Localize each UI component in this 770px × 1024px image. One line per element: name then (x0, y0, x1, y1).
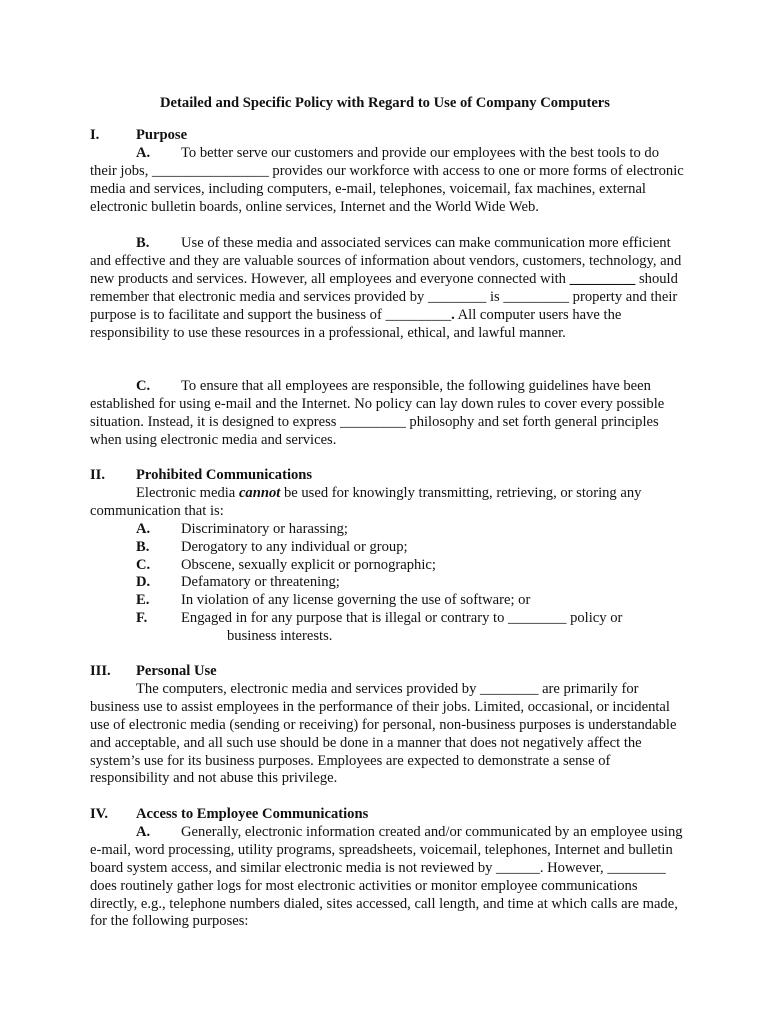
paragraph-1a (90, 145, 686, 217)
paragraph-label: A. (136, 144, 151, 161)
paragraph-label: A. (136, 823, 151, 840)
paragraph-4a (90, 824, 686, 931)
section-purpose (90, 127, 686, 217)
list-item-continuation: business interests. (227, 628, 333, 645)
paragraph-label: B. (136, 235, 150, 251)
section-title: Access to Employee Communications (136, 806, 369, 822)
section-number: II. (90, 467, 106, 483)
section-intro: Electronic media cannot be used for knowingly transmitting, retrieving, or storing any communication that is: (90, 484, 642, 519)
section-heading (90, 127, 686, 145)
section-heading (90, 663, 686, 681)
section-access-to-employee-communications (90, 806, 686, 931)
paragraph-1b (90, 235, 686, 342)
section-number: III. (90, 663, 111, 679)
section-number: IV. (90, 806, 108, 822)
section-title: Purpose (136, 127, 188, 143)
paragraph-label: C. (136, 378, 151, 394)
bold-period: . (451, 306, 455, 323)
section-number: I. (90, 127, 100, 143)
list-item: C. Obscene, sexually explicit or pornographic; (136, 556, 436, 573)
paragraph-text: All computer users have the responsibility to use these resources in a professional, ethical, and lawful manner. (90, 306, 622, 341)
section-heading (90, 806, 686, 824)
paragraph-text: To ensure that all employees are responsible, the following guidelines have been established for using e-mail and the Internet. No policy can lay down rules to cover every possible situation. Instead, it is designed to express _________ philosophy and set forth general principles when using electronic media and services. (90, 378, 665, 448)
list-item: D. Defamatory or threatening; (136, 574, 340, 591)
document-title: Detailed and Specific Policy with Regard to Use of Company Computers (160, 95, 610, 111)
list-item: E. In violation of any license governing the use of software; or (136, 592, 531, 609)
list-item: A. Discriminatory or harassing; (136, 520, 348, 537)
paragraph-text: The computers, electronic media and services provided by ________ are primarily for business use to assist employees in the performance of their jobs. Limited, occasional, or incidental use of electronic media (sending or receiving) for personal, non-business purposes is understandable and acceptable, and all such use should be done in a manner that does not negatively affect the system’s use for its business purposes. Employees are expected to demonstrate a sense of responsibility and not abuse this privilege. (90, 680, 677, 787)
paragraph-text: Generally, electronic information created and/or communicated by an employee using e-mail, word processing, utility programs, spreadsheets, voicemail, telephones, Internet and bulletin board system access, and similar electronic media is not reviewed by ______. However, ________ does routinely gather logs for most electronic activities or monitor employee communications directly, e.g., telephone numbers dialed, sites accessed, call length, and time at which calls are made, for the following purposes: (90, 823, 683, 930)
section-prohibited-communications (90, 467, 686, 646)
section-title: Personal Use (136, 663, 217, 679)
section-heading (90, 467, 686, 485)
paragraph-text: Use of these media and associated services can make communication more efficient and effective and they are valuable sources of information about vendors, customers, technology, and new products and services. However, all employees and everyone connected with (90, 235, 682, 287)
list-item: B. Derogatory to any individual or group; (136, 538, 408, 555)
section-title: Prohibited Communications (136, 467, 313, 483)
paragraph-text: To better serve our customers and provide our employees with the best tools to do their jobs, ________________ provides our workforce with access to one or more forms of electronic media and services, including computers, e-mail, telephones, voicemail, fax machines, external electronic bulletin boards, online services, Internet and the World Wide Web. (90, 144, 684, 215)
emphasis-cannot: cannot (238, 484, 281, 501)
paragraph-1c (90, 378, 686, 450)
blank-field: _________ (569, 270, 636, 287)
list-item: F. Engaged in for any purpose that is illegal or contrary to ________ policy or business interests. (90, 610, 686, 646)
paragraph-text: should remember that electronic media and services provided by ________ is _________ property and their purpose is to facilitate and support the business of _________ (90, 270, 678, 323)
section-personal-use (90, 663, 686, 788)
